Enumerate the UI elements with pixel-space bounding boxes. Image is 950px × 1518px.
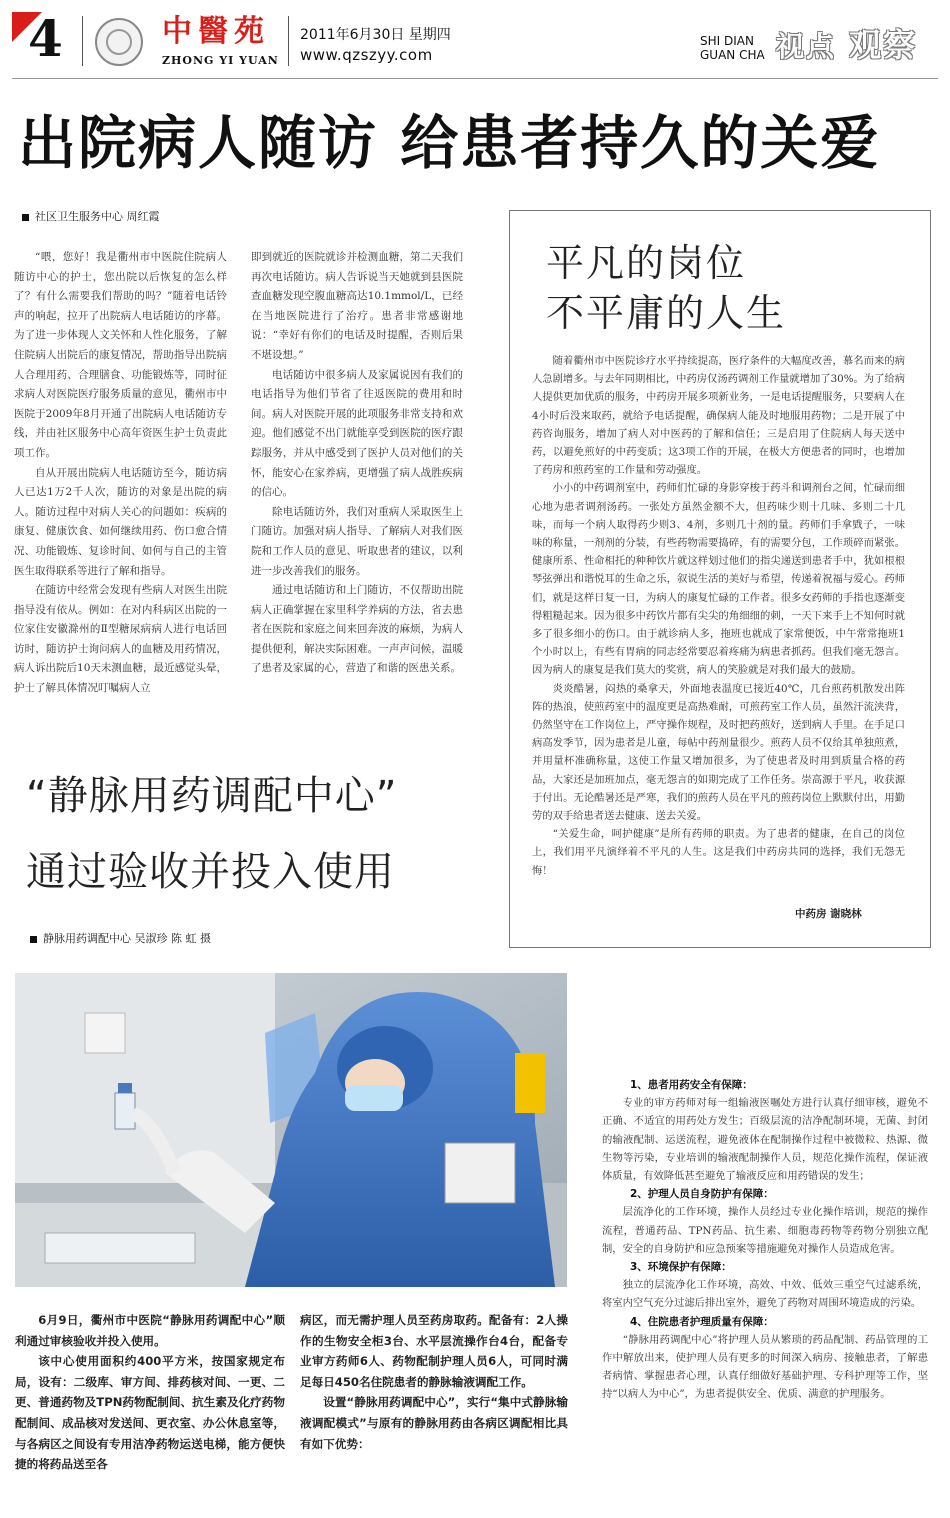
article2-body — [532, 352, 905, 880]
article3-column-1 — [15, 1310, 285, 1475]
article1-byline: 社区卫生服务中心 周红霞 — [22, 208, 160, 224]
pharmacist-photo-illustration — [15, 973, 567, 1287]
website-url[interactable]: www.qzszyy.com — [300, 46, 433, 64]
paragraph: 除电话随访外，我们对重病人采取医生上门随访。加强对病人指导、了解病人对我们医院和工作人员的意见、听取患者的建议，以利进一步改善我们的服务。 — [251, 505, 463, 577]
paragraph: 小小的中药调剂室中，药师们忙碌的身影穿梭于药斗和调剂台之间，忙碌而细心地为患者调剂汤药。一张处方虽然金额不大，但药味少则十几味、多则二十几味，而每一个病人取得药少则3、4剂，多则几十剂的量。药师们手拿戥子，一味味的称量，一剂剂的分装，有些药物需要捣碎，有的需要分包，工作琐碎而紧张。健康所系、性命相托的种种饮片就这样划过他们的指尖递送到患者手中，犹如根根琴弦弹出和谐悦耳的生命之乐，叙说生活的美好与希望，传递着祝福与爱心。药师们，就是这样日复一日，为病人的康复忙碌的工作者。很多女药师的手指也逐渐变得粗糙起来。因为很多中药饮片都有尖尖的角细细的刺，一天下来手上不知何时就多了很多细小的伤口。由于就诊病人多，拖班也就成了家常便饭，中午常常拖班1个小时以上，有些有胃病的同志经常要忍着疼痛为病患者抓药。但我们毫无怨言。因为病人的康复是我们莫大的奖赏，病人的笑脸就是对我们最大的鼓励。 — [532, 482, 905, 677]
masthead-divider — [288, 16, 289, 66]
paragraph: 设置“静脉用药调配中心”，实行“集中式静脉输液调配模式”与原有的静脉用药由各病区调配相比具有如下优势： — [300, 1395, 568, 1451]
paragraph: “喂，您好！我是衢州市中医院住院病人随访中心的护士，您出院以后恢复的怎么样了？有什么需要我们帮助的吗？”随着电话铃声的响起，拉开了出院病人电话随访的序幕。为了进一步体现人文关怀和人性化服务，了解住院病人出院后的康复情况，帮助指导出院病人合理用药、合理膳食、功能锻炼等，同时征求病人对医院医疗服务质量的意见，衢州市中医院于2009年8月开通了出院病人电话随访专线，并由社区服务中心高年资医生护士负责此项工作。 — [14, 251, 227, 459]
page-number: 4 — [28, 9, 63, 68]
advantage-heading: 3、环境保护有保障： — [630, 1261, 732, 1274]
paragraph: “关爱生命，呵护健康”是所有药师的职责。为了患者的健康，在自己的岗位上，我们用平凡演绎着不平凡的人生。这是我们中药房共同的选择，我们无怨无悔！ — [532, 828, 905, 877]
section-title-a: 视点 — [776, 30, 837, 63]
article2-signature: 中药房 谢晓林 — [795, 908, 862, 920]
paragraph: 病区，而无需护理人员至药房取药。配备有：2人操作的生物安全柜3台、水平层流操作台4台，配备专业审方药师6人、药物配制护理人员6人，可同时满足每日450名住院患者的静脉输液调配工作。 — [300, 1313, 568, 1389]
paragraph: 电话随访中很多病人及家属说因有我们的电话指导为他们节省了往返医院的费用和时间。病人对医院开展的此项服务非常支持和欢迎。他们感觉不出门就能享受到医院的医疗跟踪服务，并从中感受到了医护人员对他们的关怀，能安心在家养病，更增强了病人战胜疾病的信心。 — [251, 368, 463, 499]
paragraph: 在随访中经常会发现有些病人对医生出院指导没有依从。例如：在对内科病区出院的一位家住安徽滁州的Ⅱ型糖尿病病人进行电话回访时，随访护士询问病人的血糖及用药情况，病人诉出院后10天未测血糖，最近感觉头晕，护士了解具体情况叮嘱病人立 — [14, 584, 227, 695]
article1-column-2 — [251, 248, 463, 679]
pharmacist-photo — [15, 973, 567, 1287]
advantage-text: 层流净化的工作环境，操作人员经过专业化操作培训，规范的操作流程，普通药品、TPN药品、抗生素、细胞毒药物等药物分别独立配制，安全的自身防护和应急预案等措施避免对操作人员造成危害。 — [602, 1206, 928, 1255]
article1-column-1 — [14, 248, 227, 699]
hospital-logo-icon — [95, 18, 143, 66]
article3-column-2 — [300, 1310, 568, 1454]
article3-byline: 静脉用药调配中心 吴淑珍 陈 虹 摄 — [30, 930, 211, 946]
section-pinyin — [700, 34, 765, 62]
page-number-box — [12, 9, 70, 68]
section-pinyin-line: GUAN CHA — [700, 48, 765, 62]
advantage-text: 专业的审方药师对每一组输液医嘱处方进行认真仔细审核，避免不正确、不适宜的用药处方发生；百级层流的洁净配制环境，无菌、封闭的输液配制、运送流程，避免液体在配制操作过程中被微粒、热源、微生物等污染，专业培训的输液配制操作人员，规范化操作流程，保证液体质量，有效降低甚至避免了输液反应和用药错误的发生； — [602, 1097, 928, 1183]
paragraph: 即到就近的医院就诊并检测血糖，第二天我们再次电话随访。病人告诉说当天她就到县医院查血糖发现空腹血糖高达10.1mmol/L，已经在当地医院进行了治疗。患者非常感谢地说：“幸好有你们的电话及时提醒，否则后果不堪设想。” — [251, 251, 463, 361]
paragraph: 该中心使用面积约400平方米，按国家规定布局，设有：二级库、审方间、排药核对间、一更、二更、普通药物及TPN药物配制间、抗生素及化疗药物配制间、成品核对发送间、更衣室、办公休息室等，与各病区之间设有专用洁净药物运送电梯，能方便快捷的将药品送至各 — [15, 1354, 285, 1472]
main-headline: 出院病人随访 给患者持久的关爱 — [18, 109, 881, 177]
article2-title — [546, 238, 786, 338]
paper-name: 中醫苑 — [162, 14, 270, 49]
title-line: 不平庸的人生 — [546, 291, 787, 335]
title-line: “静脉用药调配中心” — [26, 773, 398, 819]
masthead-divider — [82, 16, 83, 66]
paragraph: 6月9日，衢州市中医院“静脉用药调配中心”顺利通过审核验收并投入使用。 — [15, 1313, 285, 1348]
paragraph: 通过电话随访和上门随访，不仅帮助出院病人正确掌握在家里科学养病的方法，省去患者在医院和家庭之间来回奔波的麻烦，为病人提供便利，解决实际困难。一声声问候，温暖了患者及家属的心，营造了和谐的医患关系。 — [251, 584, 463, 675]
section-pinyin-line: SHI DIAN — [700, 34, 754, 48]
advantage-text: 独立的层流净化工作环境，高效、中效、低效三重空气过滤系统，将室内空气充分过滤后排出室外，避免了药物对周围环境造成的污染。 — [602, 1279, 928, 1310]
paragraph: 自从开展出院病人电话随访至今，随访病人已达1万2千人次，随访的对象是出院的病人。随访过程中对病人关心的问题如：疾病的康复、健康饮食、如何继续用药、伤口愈合情况、功能锻炼、复诊时间、如何与自己的主管医生取得联系等进行了解和指导。 — [14, 466, 227, 577]
advantage-heading: 2、护理人员自身防护有保障： — [630, 1188, 774, 1201]
title-line: 平凡的岗位 — [546, 241, 747, 285]
paragraph: 炎炎酷暑，闷热的桑拿天，外面地表温度已接近40℃，几台煎药机散发出阵阵的热浪，使煎药室中的温度更是高热难耐，可煎药室工作人员，虽然汗流浃背，仍然坚守在工作岗位上，严守操作规程，及时把药煎好，送到病人手里。在手足口病高发季节，因为患者是儿童，每帖中药剂量很少。煎药人员不仅给其单独煎煮，并用量杯准确称量，这使工作量又增加很多，为了使患者及时用到质量合格的药品，大家还是加班加点，毫无怨言的如期完成了工作任务。崇高源于平凡，收获源于付出。无论酷暑还是严寒，我们的煎药人员在平凡的煎药岗位上默默付出，用勤劳的双手给患者送去健康、送去关爱。 — [532, 682, 905, 823]
section-title — [776, 26, 917, 66]
advantage-heading: 1、患者用药安全有保障： — [630, 1079, 753, 1091]
masthead-rule — [12, 78, 938, 79]
paper-pinyin: ZHONG YI YUAN — [162, 54, 279, 67]
title-line: 通过验收并投入使用 — [26, 849, 395, 895]
paragraph: 随着衢州市中医院诊疗水平持续提高，医疗条件的大幅度改善，慕名而来的病人急剧增多。与去年同期相比，中药房仅汤药调剂工作量就增加了30%。为了给病人提供更加优质的服务，中药房开展多项新业务，一是电话提醒服务，只要病人在4小时后没来取药，就给予电话提醒，确保病人能及时地服用药物；二是开展了中药咨询服务，增加了病人对中医药的了解和信任；三是启用了住院病人每天送中药，以避免煎好的中药变质；这3项工作的开展，在极大方便患者的同时，也增加了药房和煎药室的工作量和劳动强度。 — [532, 355, 905, 477]
advantage-heading: 4、住院患者护理质量有保障： — [630, 1315, 774, 1328]
issue-date: 2011年6月30日 星期四 — [300, 27, 451, 43]
section-title-b: 观察 — [849, 26, 918, 64]
article3-title — [26, 758, 397, 910]
advantage-text: “静脉用药调配中心”将护理人员从繁琐的药品配制、药品管理的工作中解放出来，使护理人员有更多的时间深入病房、接触患者，了解患者病情、掌握患者心理，认真仔细做好基础护理、专科护理等工作，坚持“以病人为中心”，为患者提供安全、优质、满意的护理服务。 — [602, 1333, 928, 1401]
article3-advantages — [602, 1076, 928, 1404]
